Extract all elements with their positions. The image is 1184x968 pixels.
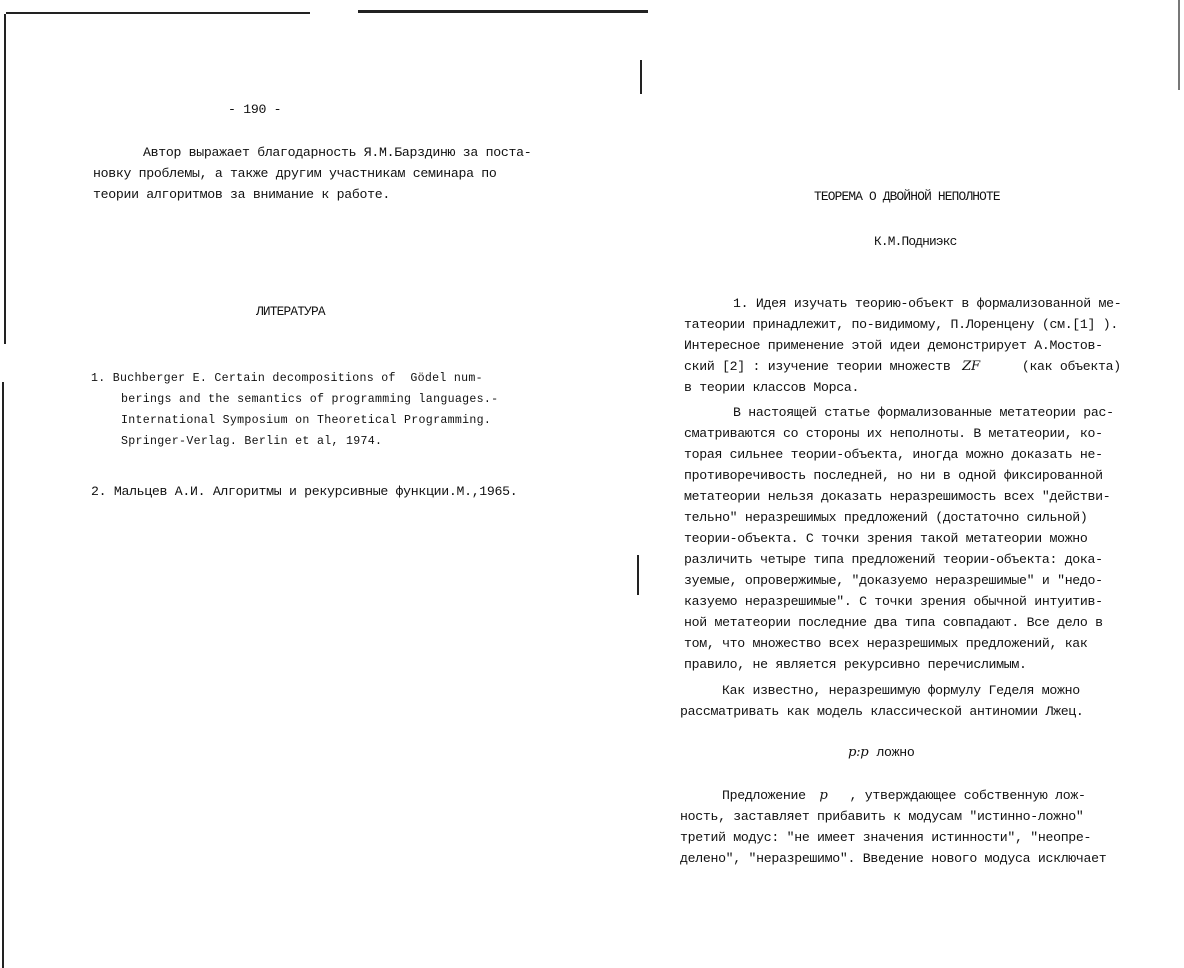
p2-line-7: теории-объекта. С точки зрения такой метатеории можно — [684, 531, 1088, 546]
article-title: ТЕОРЕМА О ДВОЙНОЙ НЕПОЛНОТЕ — [814, 189, 1000, 204]
p1-line-2: татеории принадлежит, по-видимому, П.Лоренцену (см.[1] ). — [684, 317, 1118, 332]
p1-line-4-text-a: ский [2] : изучение теории множеств — [684, 359, 959, 374]
reference-2: 2. Мальцев А.И. Алгоритмы и рекурсивные функции.М.,1965. — [91, 484, 518, 499]
page-number: - 190 - — [228, 102, 282, 117]
scan-fold-line-2 — [637, 555, 639, 595]
p2-line-1: В настоящей статье формализованные метатеории рас- — [733, 405, 1114, 420]
p1-line-4 — [684, 357, 1121, 377]
p2-line-12: том, что множество всех неразрешимых предложений, как — [684, 636, 1088, 651]
article-author: К.М.Подниэкс — [874, 234, 957, 249]
reference-1-line-4: Springer-Verlag. Berlin et al, 1974. — [121, 435, 383, 448]
p1-line-5: в теории классов Морса. — [684, 380, 860, 395]
ack-line-2: новку проблемы, а также другим участникам семинара по — [93, 166, 497, 181]
reference-1-line-2: berings and the semantics of programming languages.- — [121, 393, 499, 406]
p2-line-8: различить четыре типа предложений теории-объекта: дока- — [684, 552, 1103, 567]
p2-line-11: ной метатеории последние два типа совпадают. Все дело в — [684, 615, 1103, 630]
ack-line-1: Автор выражает благодарность Я.М.Барздиню за поста- — [143, 145, 532, 160]
p4-line-1 — [722, 786, 1086, 806]
p4-line-1-text-b: , утверждающее собственную лож- — [849, 788, 1086, 803]
scan-border-top — [6, 12, 310, 14]
reference-1-line-1: 1. Buchberger E. Certain decompositions of Gödel num- — [91, 372, 483, 385]
p4-line-1-text-a: Предложение — [722, 788, 814, 803]
p2-line-13: правило, не является рекурсивно перечислимым. — [684, 657, 1027, 672]
p3-line-1: Как известно, неразрешимую формулу Геделя можно — [722, 683, 1080, 698]
p1-line-1: 1. Идея изучать теорию-объект в формализованной ме- — [733, 296, 1122, 311]
p2-line-9: зуемые, опровержимые, "доказуемо неразрешимые" и "недо- — [684, 573, 1103, 588]
scan-fold-line — [640, 60, 642, 94]
p-symbol: p — [819, 788, 828, 803]
p2-line-3: торая сильнее теории-объекта, иногда можно доказать не- — [684, 447, 1103, 462]
p4-line-4: делено", "неразрешимо". Введение нового модуса исключает — [680, 851, 1107, 866]
p2-line-4: противоречивость последней, но ни в одной фиксированной — [684, 468, 1103, 483]
p2-line-6: тельно" неразрешимых предложений (достаточно сильной) — [684, 510, 1088, 525]
scan-border-left-lower — [2, 382, 4, 968]
p3-line-2: рассматривать как модель классической антиномии Лжец. — [680, 704, 1084, 719]
scan-border-top-right — [358, 10, 648, 13]
scan-right-edge — [1178, 0, 1180, 90]
p4-line-3: третий модус: "не имеет значения истинности", "неопре- — [680, 830, 1092, 845]
p4-line-2: ность, заставляет прибавить к модусам "истинно-ложно" — [680, 809, 1084, 824]
zf-symbol: ZF — [962, 359, 980, 374]
ack-line-3: теории алгоритмов за внимание к работе. — [93, 187, 390, 202]
reference-1-line-3: International Symposium on Theoretical Programming. — [121, 414, 492, 427]
p2-line-2: сматриваются со стороны их неполноты. В метатеории, ко- — [684, 426, 1103, 441]
scan-border-left — [4, 14, 6, 344]
formula-word: ложно — [876, 745, 915, 760]
p1-line-4-text-b: (как объекта) — [1021, 359, 1121, 374]
literature-heading: ЛИТЕРАТУРА — [256, 304, 325, 319]
p2-line-10: казуемо неразрешимые". С точки зрения обычной интуитив- — [684, 594, 1103, 609]
p2-line-5: метатеории нельзя доказать неразрешимость всех "действи- — [684, 489, 1111, 504]
p1-line-3: Интересное применение этой идеи демонстрирует А.Мостов- — [684, 338, 1103, 353]
formula — [848, 743, 915, 763]
formula-symbol: p:p — [848, 745, 869, 760]
